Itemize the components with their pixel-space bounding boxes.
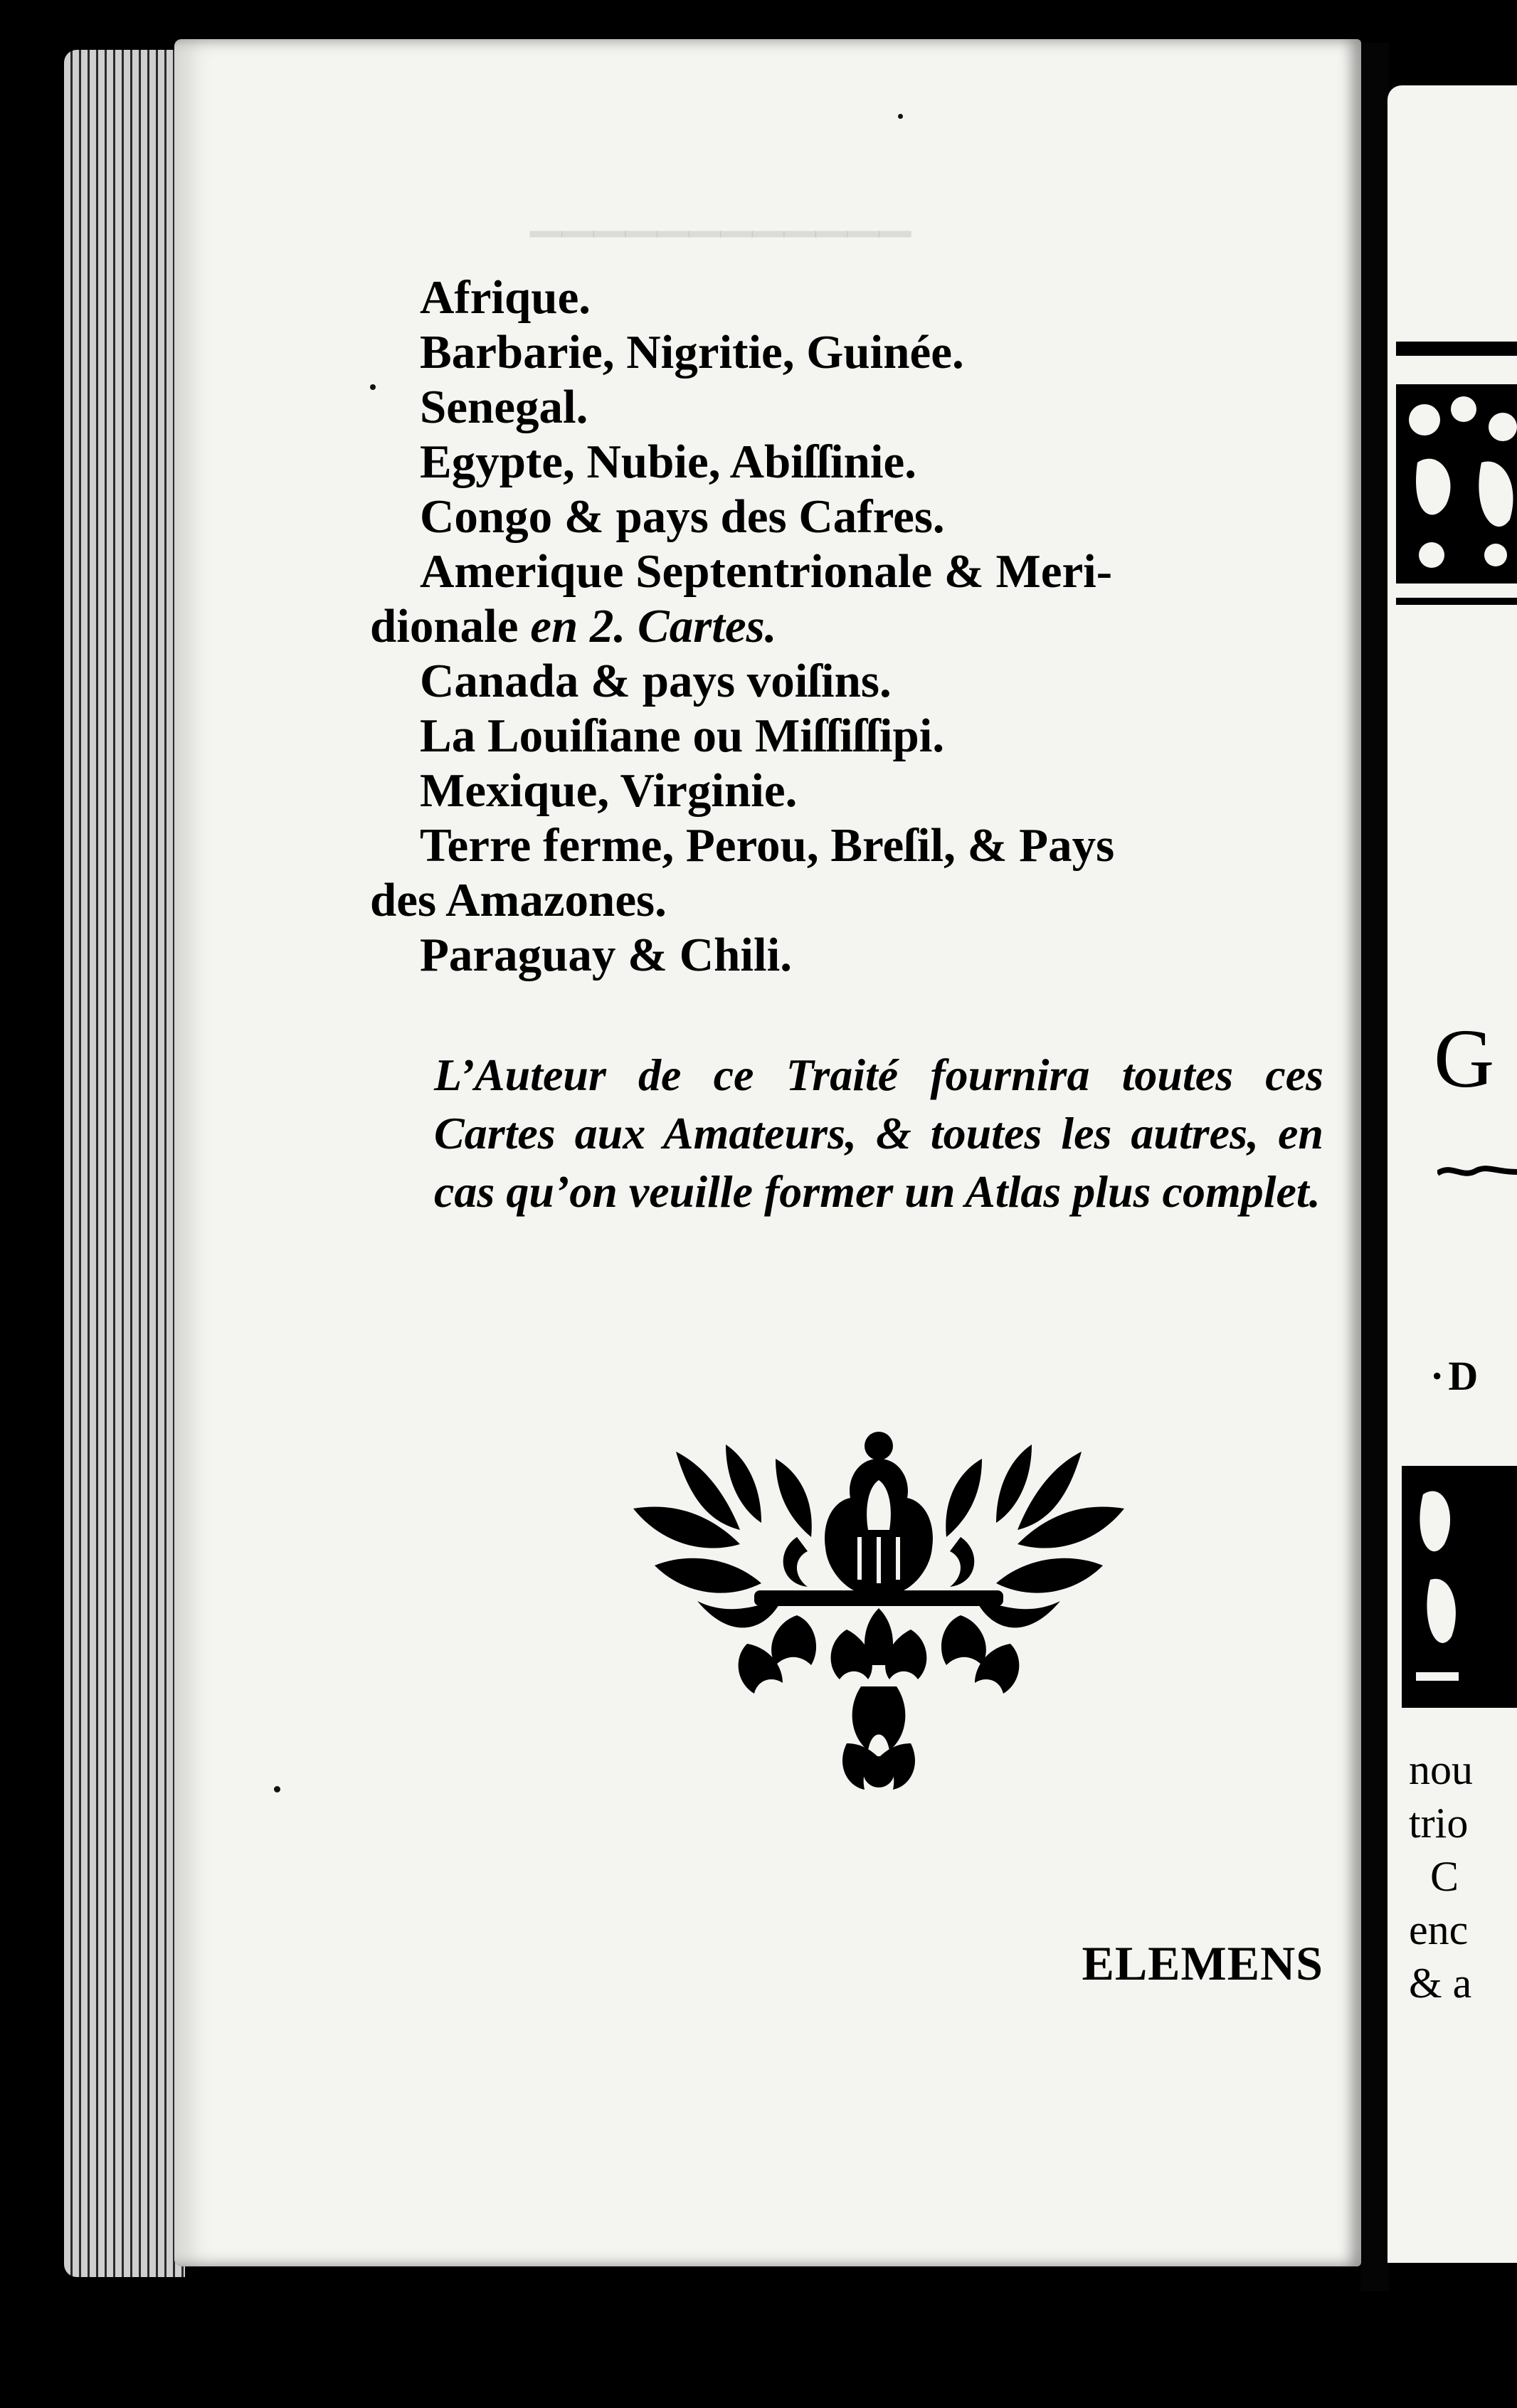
map-list-text: Amerique Septentrionale & Meri- xyxy=(420,545,1113,598)
map-list-text: Senegal. xyxy=(420,381,588,433)
right-page-line: enc xyxy=(1409,1906,1469,1953)
map-list-text: Barbarie, Nigritie, Guinée. xyxy=(420,326,964,379)
map-list-item xyxy=(420,270,1338,325)
map-list xyxy=(370,270,1338,983)
map-list-text: des Amazones. xyxy=(370,874,667,926)
map-list-text: dionale xyxy=(370,600,531,653)
ink-speck xyxy=(274,1786,280,1792)
woodcut-initial-frame xyxy=(1402,1466,1517,1708)
map-list-item xyxy=(420,380,1338,435)
map-list-italic-note: en 2. Cartes. xyxy=(530,600,777,653)
right-page-initial: G xyxy=(1434,1012,1495,1105)
right-page-text xyxy=(1409,1743,1473,2010)
map-list-item xyxy=(420,764,1338,818)
map-list-text: Egypte, Nubie, Abiſſinie. xyxy=(420,435,917,488)
right-page-heading-fragment: ·D xyxy=(1430,1353,1483,1399)
map-list-item xyxy=(420,435,1338,490)
map-list-item xyxy=(420,928,1338,983)
map-list-text: Canada & pays voiſins. xyxy=(420,655,892,707)
map-list-text: Congo & pays des Cafres. xyxy=(420,490,945,543)
map-list-text: Afrique. xyxy=(420,271,591,324)
right-page xyxy=(1388,85,1517,2263)
map-list-item xyxy=(420,490,1338,544)
map-list-item xyxy=(370,873,1338,928)
right-page-line: trio xyxy=(1409,1800,1469,1847)
right-page-line: nou xyxy=(1409,1746,1473,1793)
map-list-item xyxy=(420,654,1338,709)
ink-speck xyxy=(898,114,903,119)
map-list-text: Mexique, Virginie. xyxy=(420,764,798,817)
author-note: L’Auteur de ce Traité fournira toutes ces Cartes aux Amateurs, & toutes les autres, en cas qu’on veuille former un Atlas plus complet. xyxy=(434,1050,1323,1217)
map-list-text: Terre ferme, Perou, Breſil, & Pays xyxy=(420,819,1115,872)
book-gutter xyxy=(1360,43,1389,2291)
map-list-item xyxy=(420,818,1338,873)
map-list-item xyxy=(420,709,1338,764)
map-list-item xyxy=(420,325,1338,380)
map-list-item xyxy=(420,544,1338,599)
page-edges xyxy=(64,50,185,2277)
floral-ornament xyxy=(633,1430,1124,1793)
bleed-through-shadow: ▁▁▁▁▁▁▁▁▁▁▁▁ xyxy=(530,190,911,236)
decorative-rule xyxy=(1437,1163,1517,1179)
map-list-item xyxy=(370,599,1338,654)
catchword: ELEMENS xyxy=(1082,1936,1323,1990)
map-list-text: Paraguay & Chili. xyxy=(420,929,792,981)
map-list-text: La Louiſiane ou Miſſiſſipi. xyxy=(420,709,945,762)
woodcut-headpiece xyxy=(1396,342,1517,712)
right-page-line: C xyxy=(1409,1853,1459,1900)
right-page-line: & a xyxy=(1409,1960,1472,2007)
ink-speck xyxy=(370,384,376,390)
